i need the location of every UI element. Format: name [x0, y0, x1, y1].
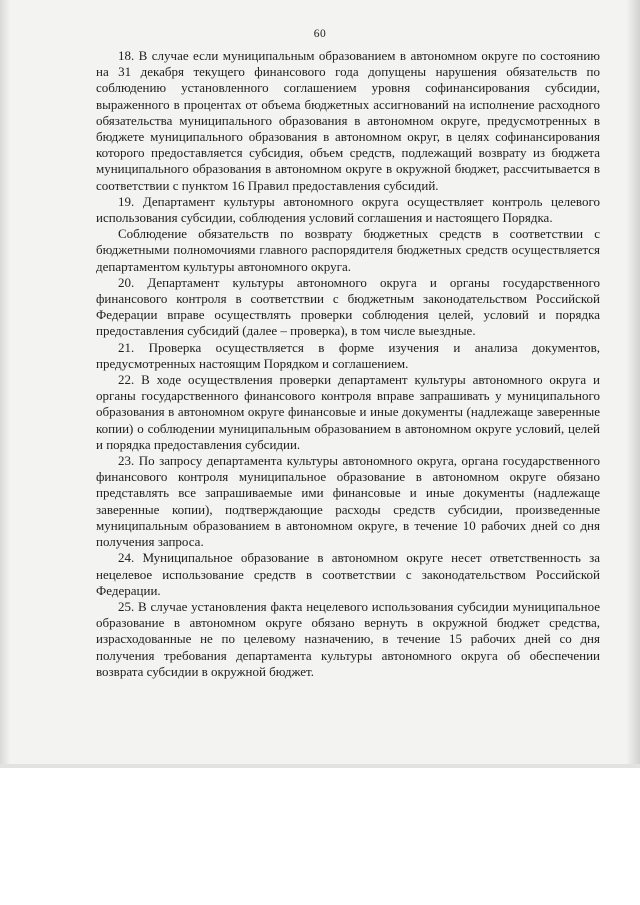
paragraph-22: 22. В ходе осуществления проверки департамент культуры автономного округа и органы государственного финансового контроля вправе запрашивать у муниципального образования в автономном округе финансовые и иные документы (надлежаще заверенные копии) о соблюдении муниципальным образованием в автономном округе условий, целей и порядка предоставления субсидии.	[96, 372, 600, 452]
paragraph-19: 19. Департамент культуры автономного округа осуществляет контроль целевого использования субсидии, соблюдения условий соглашения и настоящего Порядка.	[96, 193, 600, 226]
scan-shadow-left	[0, 0, 10, 768]
scan-shadow-right	[626, 0, 640, 768]
page-number: 60	[313, 28, 327, 40]
document-body	[96, 48, 600, 680]
paragraph-21: 21. Проверка осуществляется в форме изучения и анализа документов, предусмотренных настоящим Порядком и соглашением.	[96, 339, 600, 371]
paragraph-23: 23. По запросу департамента культуры автономного округа, органа государственного финансового контроля муниципальное образование в автономном округе обязано представлять все запрашиваемые ими финансовые и иные документы (надлежаще заверенные копии), подтверждающие расходы средств субсидии, произведенные муниципальным образованием в автономном округе, в течение 10 рабочих дней со дня получения запроса.	[96, 453, 600, 550]
scan-edge-bottom	[0, 764, 640, 768]
paragraph-20: 20. Департамент культуры автономного округа и органы государственного финансового контроля в соответствии с бюджетным законодательством Российской Федерации вправе осуществлять проверки соблюдения целей, условий и порядка предоставления субсидий (далее – проверка), в том числе выездные.	[96, 274, 600, 339]
paragraph-18: 18. В случае если муниципальным образованием в автономном округе по состоянию на 31 декабря текущего финансового года допущены нарушения обязательств по соблюдению установленного соглашением уровня софинансирования субсидии, выраженного в процентах от объема бюджетных ассигнований на исполнение расходного обязательства муниципального образования в автономном округе, предусмотренных в бюджете муниципального образования в автономном округ, в целях софинансирования которого предоставляется субсидия, объем средств, подлежащий возврату из бюджета муниципального образования в автономном округе в окружной бюджет, рассчитывается в соответствии с пунктом 16 Правил предоставления субсидий.	[96, 48, 600, 193]
paragraph-19-compliance: Соблюдение обязательств по возврату бюджетных средств в соответствии с бюджетными полномочиями главного распорядителя бюджетных средств осуществляется департаментом культуры автономного округа.	[96, 226, 600, 274]
paragraph-24: 24. Муниципальное образование в автономном округе несет ответственность за нецелевое использование средств в соответствии с законодательством Российской Федерации.	[96, 550, 600, 598]
paragraph-25: 25. В случае установления факта нецелевого использования субсидии муниципальное образование в автономном округе обязано вернуть в окружной бюджет средства, израсходованные не по целевому назначению, в течение 15 рабочих дней со дня получения требования департамента культуры автономного округа об обеспечении возврата субсидии в окружной бюджет.	[96, 598, 600, 679]
